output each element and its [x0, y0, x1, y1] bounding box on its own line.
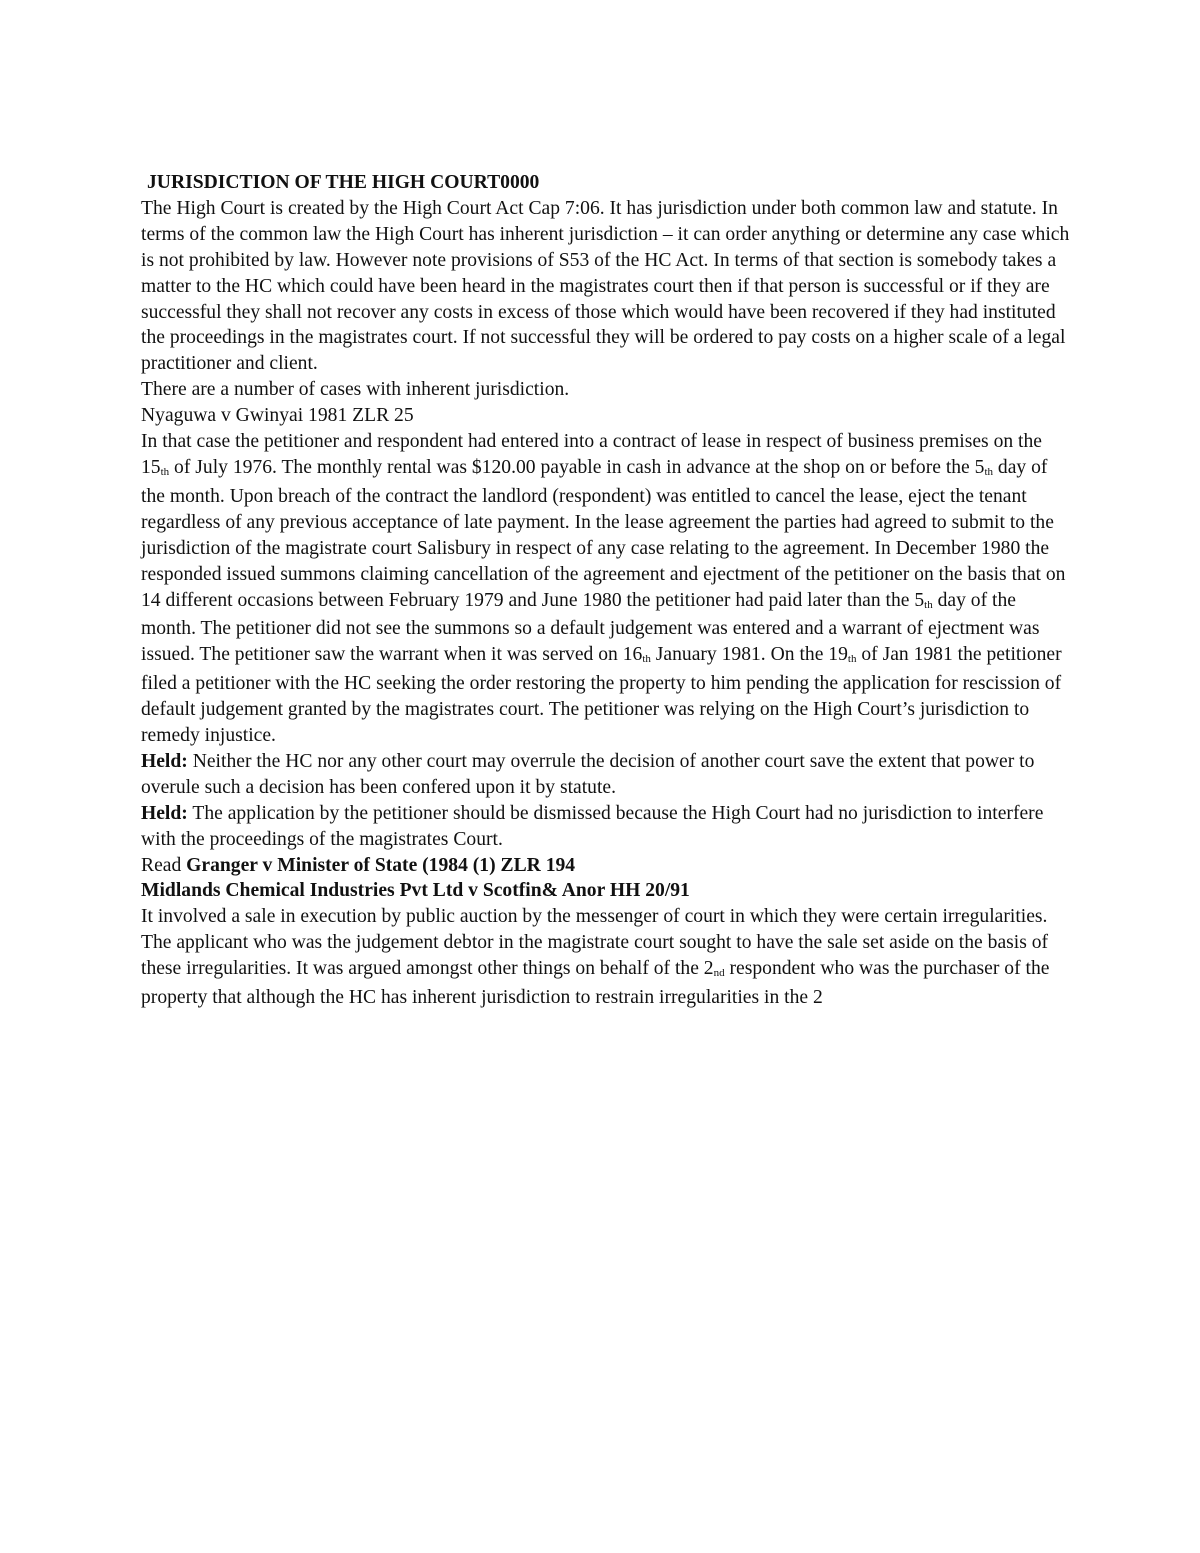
case1-facts-text: January 1981. On the 19 [650, 644, 848, 666]
held-label: Held: [141, 750, 188, 772]
case1-facts-text: day of the month. Upon breach of the contract the landlord (respondent) was entitled to cancel the lease, eject the tenant regardless of any previous acceptance of late payment. In the lease agreement the parties had agreed to submit to the jurisdiction of the magistrate court Salisbury in respect of any case relating to the agreement. In December 1980 the responded issued summons claiming cancellation of the agreement and ejectment of the petitioner on the basis that on 14 different occasions between February 1979 and June 1980 the petitioner had paid later than the 5 [141, 456, 1066, 611]
case1-citation: Nyaguwa v Gwinyai 1981 ZLR 25 [141, 405, 414, 427]
case1-facts-text: of July 1976. The monthly rental was $120.00 payable in cash in advance at the shop on or before the 5 [169, 456, 985, 478]
held-text: Neither the HC nor any other court may overrule the decision of another court save the extent that power to overule such a decision has been confered upon it by statute. [141, 750, 1035, 798]
document-body [141, 170, 1071, 1011]
case2-facts-text: respondent who was the purchaser of the property that although the HC has inherent jurisdiction to restrain irregularities in the 2 [141, 958, 1050, 1009]
ordinal-suffix: nd [713, 967, 725, 980]
held-label: Held: [141, 802, 188, 824]
read-reference [141, 853, 1071, 879]
case2-citation: Midlands Chemical Industries Pvt Ltd v Scotfin& Anor HH 20/91 [141, 880, 690, 902]
intro-paragraph: The High Court is created by the High Court Act Cap 7:06. It has jurisdiction under both common law and statute. In terms of the common law the High Court has inherent jurisdiction – it can order anything or determine any case which is not prohibited by law. However note provisions of S53 of the HC Act. In terms of that section is somebody takes a matter to the HC which could have been heard in the magistrates court then if that person is successful or if they are successful they shall not recover any costs in excess of those which would have been recovered if they had instituted the proceedings in the magistrates court. If not successful they will be ordered to pay costs on a higher scale of a legal practitioner and client. [141, 197, 1070, 375]
document-title: JURISDICTION OF THE HIGH COURT0000 [147, 172, 540, 193]
case1-facts [141, 429, 1071, 749]
read-citation: Granger v Minister of State (1984 (1) ZLR 194 [186, 854, 576, 876]
ordinal-suffix: th [847, 653, 857, 666]
ordinal-suffix: th [642, 653, 651, 666]
held-text: The application by the petitioner should be dismissed because the High Court had no jurisdiction to interfere with the proceedings of the magistrates Court. [141, 802, 1044, 850]
held-paragraph-1 [141, 749, 1071, 801]
case1-facts-text: In that case the petitioner and respondent had entered into a contract of lease in respect of business premises on the 15 [141, 431, 1042, 478]
held-paragraph-2 [141, 801, 1071, 853]
case1-facts-text: day of the month. The petitioner did not see the summons so a default judgement was entered and a warrant of ejectment was issued. The petitioner saw the warrant when it was served on 16 [141, 589, 1040, 666]
cases-intro: There are a number of cases with inherent jurisdiction. [141, 379, 570, 401]
read-prefix: Read [141, 854, 187, 876]
case2-facts-text: It involved a sale in execution by public auction by the messenger of court in which they were certain irregularities. The applicant who was the judgement debtor in the magistrate court sought to have the sale set aside on the basis of these irregularities. It was argued amongst other things on behalf of the 2 [141, 906, 1049, 980]
ordinal-suffix: th [160, 465, 170, 478]
case1-facts-text: of Jan 1981 the petitioner filed a petitioner with the HC seeking the order restoring the property to him pending the application for rescission of default judgement granted by the magistrates court. The petitioner was relying on the High Court’s jurisdiction to remedy injustice. [141, 644, 1062, 747]
ordinal-suffix: th [984, 465, 994, 478]
ordinal-suffix: th [924, 598, 933, 611]
case2-facts [141, 904, 1071, 1011]
